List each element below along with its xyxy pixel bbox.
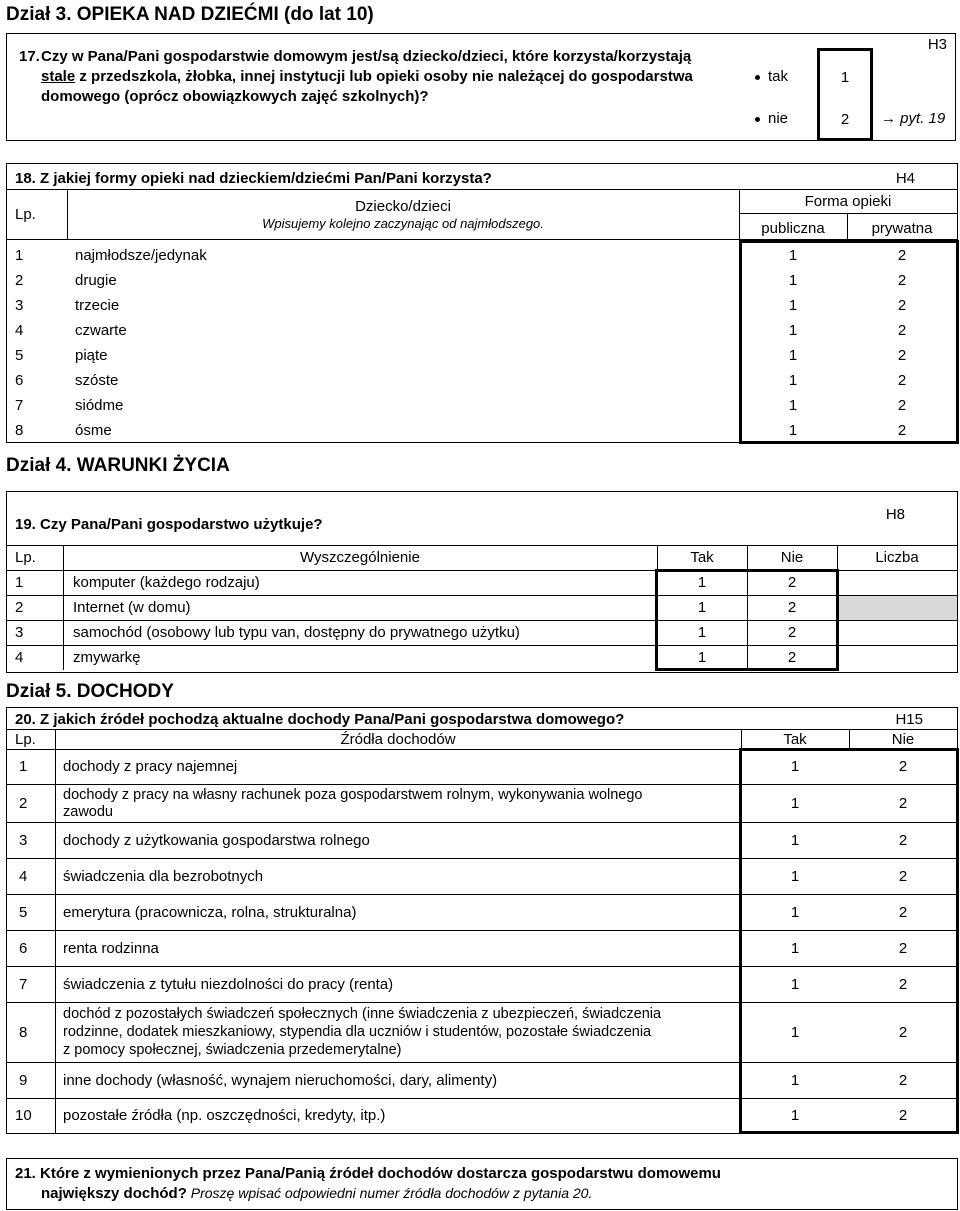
q20-title: 20. Z jakich źródeł pochodzą aktualne dochody Pana/Pani gospodarstwa domowego? [15, 711, 625, 728]
q18-col-child: Dziecko/dzieci [355, 198, 451, 215]
table-row: 7 siódme 1 2 [7, 392, 957, 418]
question-21-box [6, 1158, 958, 1210]
yes-option[interactable]: 1 [790, 903, 800, 921]
yes-option[interactable]: 1 [697, 624, 707, 641]
private-option[interactable]: 2 [897, 421, 907, 439]
section-5-title: Dział 5. DOCHODY [6, 681, 174, 702]
table-row: 7 świadczenia z tytułu niezdolności do pracy (renta) 1 2 [7, 966, 957, 1002]
table-row: 5 piąte 1 2 [7, 342, 957, 368]
public-option[interactable]: 1 [788, 421, 798, 439]
question-19-box [6, 491, 958, 673]
q19-col-no: Nie [780, 549, 804, 566]
yes-option[interactable]: 1 [790, 794, 800, 812]
section-3-title: Dział 3. OPIEKA NAD DZIEĆMI (do lat 10) [6, 4, 374, 25]
q20-col-src: Źródła dochodów [340, 731, 456, 748]
no-option[interactable]: 2 [898, 831, 908, 849]
no-option[interactable]: 2 [898, 939, 908, 957]
q17-value-2[interactable]: 2 [840, 111, 850, 128]
public-option[interactable]: 1 [788, 396, 798, 414]
private-option[interactable]: 2 [897, 246, 907, 264]
q17-code: H3 [927, 36, 947, 53]
arrow-right-icon: → [881, 110, 896, 127]
no-option[interactable]: 2 [787, 599, 797, 616]
q19-code: H8 [885, 506, 905, 523]
q17-line2 [41, 68, 693, 85]
no-option[interactable]: 2 [787, 649, 797, 666]
q17-line3: domowego (oprócz obowiązkowych zajęć szkolnych)? [41, 88, 429, 105]
table-row: 2 drugie 1 2 [7, 267, 957, 293]
public-option[interactable]: 1 [788, 371, 798, 389]
no-option[interactable]: 2 [898, 794, 908, 812]
yes-option[interactable]: 1 [790, 975, 800, 993]
table-row: 1 najmłodsze/jedynak 1 2 [7, 242, 957, 268]
q20-col-yes: Tak [783, 731, 807, 748]
table-row: 10 pozostałe źródła (np. oszczędności, kredyty, itp.) 1 2 [7, 1098, 957, 1133]
table-row: 1 komputer (każdego rodzaju) 1 2 [7, 570, 957, 595]
table-row: 2 Internet (w domu) 1 2 [7, 595, 957, 620]
q19-col-count: Liczba [875, 549, 919, 566]
q18-title: 18. Z jakiej formy opieki nad dzieckiem/dziećmi Pan/Pani korzysta? [15, 170, 492, 187]
table-row: 3 trzecie 1 2 [7, 292, 957, 318]
yes-option[interactable]: 1 [790, 1107, 800, 1124]
q17-option-nie[interactable]: nie [755, 110, 788, 127]
public-option[interactable]: 1 [788, 271, 798, 289]
public-option[interactable]: 1 [788, 246, 798, 264]
private-option[interactable]: 2 [897, 296, 907, 314]
q17-option-tak[interactable]: tak [755, 68, 788, 85]
question-20-box [6, 707, 958, 1134]
no-option[interactable]: 2 [898, 1107, 908, 1124]
yes-option[interactable]: 1 [697, 574, 707, 591]
q17-number: 17. [19, 48, 40, 65]
table-row: 4 czwarte 1 2 [7, 317, 957, 343]
table-row: 3 dochody z użytkowania gospodarstwa rolnego 1 2 [7, 822, 957, 858]
yes-option[interactable]: 1 [790, 831, 800, 849]
q17-value-1[interactable]: 1 [840, 69, 850, 86]
no-option[interactable]: 2 [787, 574, 797, 591]
table-row: 8 dochód z pozostałych świadczeń społecznych (inne świadczenia z ubezpieczeń, świadczenia rodzinne, dodatek mieszkaniowy, stypendia dla uczniów i studentów, pozostałe świadczenia z pomocy społecznej, świadczenia przedemerytalne) 1 2 [7, 1002, 957, 1062]
table-row: 9 inne dochody (własność, wynajem nieruchomości, dary, alimenty) 1 2 [7, 1062, 957, 1098]
q18-col-private: prywatna [871, 220, 933, 237]
private-option[interactable]: 2 [897, 271, 907, 289]
table-row: 4 świadczenia dla bezrobotnych 1 2 [7, 858, 957, 894]
table-row: 1 dochody z pracy najemnej 1 2 [7, 749, 957, 784]
q19-title: 19. Czy Pana/Pani gospodarstwo użytkuje? [15, 516, 323, 533]
no-option[interactable]: 2 [898, 975, 908, 993]
bullet-icon [755, 75, 760, 80]
q17-line2-rest: z przedszkola, żłobka, innej instytucji lub opieki osoby nie należącej do gospodarstwa [75, 68, 693, 85]
table-row: 8 ósme 1 2 [7, 417, 957, 443]
q20-col-lp: Lp. [15, 731, 36, 748]
q18-col-form: Forma opieki [804, 193, 892, 210]
private-option[interactable]: 2 [897, 321, 907, 339]
private-option[interactable]: 2 [897, 346, 907, 364]
yes-option[interactable]: 1 [697, 599, 707, 616]
q21-line1: 21. Które z wymienionych przez Pana/Panią źródeł dochodów dostarcza gospodarstwu domowemu [15, 1165, 721, 1182]
q19-col-yes: Tak [690, 549, 714, 566]
q20-code: H15 [895, 711, 923, 728]
q17-skip: → pyt. 19 [881, 110, 946, 127]
yes-option[interactable]: 1 [790, 939, 800, 957]
table-row: 6 szóste 1 2 [7, 367, 957, 393]
q19-col-item: Wyszczególnienie [300, 549, 420, 566]
q18-col-child-note: Wpisujemy kolejno zaczynając od najmłodszego. [262, 216, 544, 231]
q17-answer-box[interactable] [817, 48, 873, 141]
section-4-title: Dział 4. WARUNKI ŻYCIA [6, 455, 230, 476]
q18-code: H4 [895, 170, 915, 187]
yes-option[interactable]: 1 [790, 867, 800, 885]
private-option[interactable]: 2 [897, 396, 907, 414]
q19-col-lp: Lp. [15, 549, 36, 566]
private-option[interactable]: 2 [897, 371, 907, 389]
no-option[interactable]: 2 [898, 758, 908, 775]
table-row: 2 dochody z pracy na własny rachunek poza gospodarstwem rolnym, wykonywania wolnego zawodu 1 2 [7, 784, 957, 822]
no-option[interactable]: 2 [787, 624, 797, 641]
question-18-box [6, 163, 958, 443]
public-option[interactable]: 1 [788, 346, 798, 364]
q21-line2: największy dochód? Proszę wpisać odpowiedni numer źródła dochodów z pytania 20. [41, 1185, 593, 1202]
q18-col-public: publiczna [761, 220, 825, 237]
public-option[interactable]: 1 [788, 321, 798, 339]
no-option[interactable]: 2 [898, 1023, 908, 1041]
table-row: 6 renta rodzinna 1 2 [7, 930, 957, 966]
public-option[interactable]: 1 [788, 296, 798, 314]
yes-option[interactable]: 1 [790, 1071, 800, 1089]
no-option[interactable]: 2 [898, 867, 908, 885]
no-option[interactable]: 2 [898, 903, 908, 921]
q17-stale-underlined: stale [41, 68, 76, 85]
q20-col-no: Nie [891, 731, 915, 748]
q17-line1: Czy w Pana/Pani gospodarstwie domowym jest/są dziecko/dzieci, które korzysta/korzystają [41, 48, 692, 65]
yes-option[interactable]: 1 [697, 649, 707, 666]
yes-option[interactable]: 1 [790, 1023, 800, 1041]
yes-option[interactable]: 1 [790, 758, 800, 775]
bullet-icon [755, 117, 760, 122]
table-row: 5 emerytura (pracownicza, rolna, strukturalna) 1 2 [7, 894, 957, 930]
table-row: 4 zmywarkę 1 2 [7, 645, 957, 670]
no-option[interactable]: 2 [898, 1071, 908, 1089]
table-row: 3 samochód (osobowy lub typu van, dostępny do prywatnego użytku) 1 2 [7, 620, 957, 645]
q18-col-lp: Lp. [15, 206, 36, 223]
question-17-box [6, 33, 956, 141]
